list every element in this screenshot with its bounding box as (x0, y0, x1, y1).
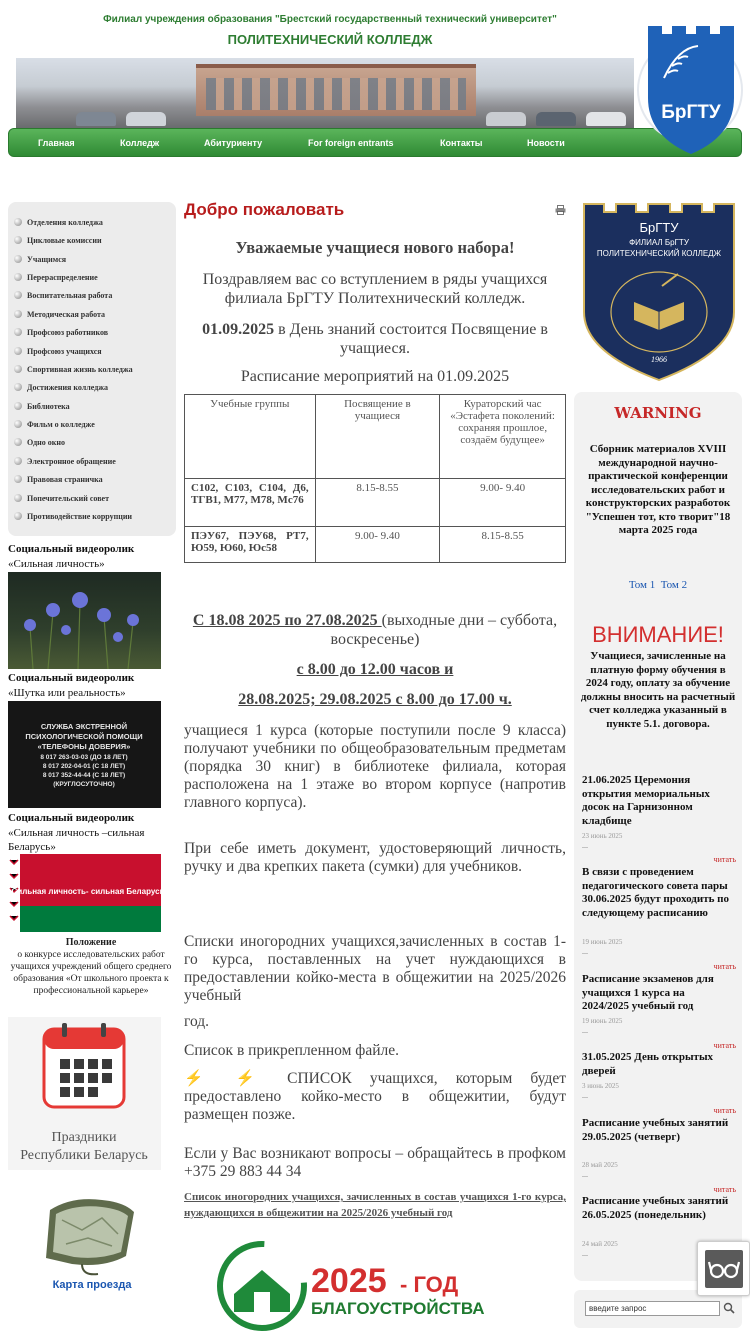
news-ellipsis: ... (582, 1091, 588, 1100)
video-title: Социальный видеоролик (8, 543, 135, 555)
svg-text:СЛУЖБА ЭКСТРЕННОЙ: СЛУЖБА ЭКСТРЕННОЙ (40, 722, 128, 731)
svg-text:ПОЛИТЕХНИЧЕСКИЙ КОЛЛЕДЖ: ПОЛИТЕХНИЧЕСКИЙ КОЛЛЕДЖ (596, 249, 722, 258)
volume-1-link[interactable]: Том 1 (628, 579, 656, 591)
sidebar-item-library[interactable]: Библиотека (14, 397, 70, 415)
bullet-icon (14, 402, 22, 410)
volume-2-link[interactable]: Том 2 (660, 579, 688, 591)
news-title[interactable]: Расписание экзаменов для учащихся 1 курса на 2024/2025 учебный год (582, 973, 714, 1012)
conference-collection: Сборник материалов XVIII международной научно-практической конференции исследовательских работ и конструкторских разработок "Успешен тот, кто творит"18 марта 2025 года (585, 443, 731, 536)
bullet-icon (14, 420, 22, 428)
svg-text:БЛАГОУСТРОЙСТВА: БЛАГОУСТРОЙСТВА (311, 1299, 485, 1318)
bullet-icon (14, 273, 22, 281)
news-read-more[interactable]: читать (713, 855, 736, 864)
sidebar-item-students[interactable]: Учащимся (14, 250, 66, 268)
news-date: 23 июнь 2025 (582, 832, 623, 840)
svg-text:БрГТУ: БрГТУ (639, 220, 679, 235)
news-date: 19 июнь 2025 (582, 938, 623, 946)
news-date: 3 июнь 2025 (582, 1082, 619, 1090)
schedule-title: Расписание мероприятий на 01.09.2025 (240, 368, 510, 385)
svg-text:ПСИХОЛОГИЧЕСКОЙ ПОМОЩИ: ПСИХОЛОГИЧЕСКОЙ ПОМОЩИ (25, 732, 143, 741)
questions-text: Если у Вас возникают вопросы – обращайтесь в профком +375 29 883 44 34 (184, 1145, 566, 1180)
news-title[interactable]: В связи с проведением педагогического совета пары 30.06.2025 будут проходить по следующему расписанию (582, 866, 730, 919)
attached-text: Список в прикрепленном файле. (184, 1042, 400, 1059)
news-read-more[interactable]: читать (713, 1106, 736, 1115)
bullet-icon (14, 255, 22, 263)
news-ellipsis: ... (582, 947, 588, 956)
svg-text:8 017 202-04-01 (С 18 ЛЕТ): 8 017 202-04-01 (С 18 ЛЕТ) (42, 763, 126, 770)
header-photo (16, 58, 634, 128)
table-cell: 8.15-8.55 (440, 527, 566, 563)
bullet-icon (14, 347, 22, 355)
map-icon[interactable] (42, 1190, 142, 1278)
collection-volumes (580, 579, 736, 591)
news-date: 19 июнь 2025 (582, 1017, 623, 1025)
congrats-text: Поздравляем вас со вступлением в ряды учащихся филиала БрГТУ Политехнический колледж. (202, 271, 548, 307)
issue-period: С 18.08 2025 по 27.08.2025 (выходные дни – суббота, воскресенье) (192, 612, 558, 648)
dorm-list-note: ⚡ ⚡ СПИСОК учащихся, которым будет предоставлено койко-место в общежитии, будут размещен позже. (184, 1070, 566, 1123)
issue-hours-1: с 8.00 до 12.00 часов и (296, 661, 454, 678)
bullet-icon (14, 438, 22, 446)
nav-applicants[interactable]: Абитуриенту (204, 138, 263, 148)
map-link[interactable]: Карта проезда (52, 1279, 132, 1291)
table-header: Посвящение в учащиеся (315, 395, 440, 479)
greeting: Уважаемые учащиеся нового набора! (235, 238, 515, 257)
sidebar-item-legal[interactable]: Правовая страничка (14, 470, 103, 488)
search-input[interactable] (585, 1301, 720, 1316)
video-title: Социальный видеоролик (8, 812, 135, 824)
table-header: Кураторский час «Эстафета поколений: сохраняя прошлое, создаём будущее» (440, 395, 566, 479)
svg-text:WARNING: WARNING (614, 404, 702, 422)
accessibility-button[interactable] (697, 1241, 750, 1296)
schedule-table (184, 394, 566, 563)
bullet-icon (14, 236, 22, 244)
bullet-icon (14, 291, 22, 299)
sidebar-item-achievements[interactable]: Достижения колледжа (14, 378, 108, 396)
news-title[interactable]: 31.05.2025 День открытых дверей (582, 1051, 714, 1077)
news-ellipsis: ... (582, 1170, 588, 1179)
table-cell: 9.00- 9.40 (440, 479, 566, 527)
brgtu-logo[interactable] (638, 18, 742, 158)
bullet-icon (14, 310, 22, 318)
bullet-icon (14, 494, 22, 502)
bullet-icon (14, 457, 22, 465)
svg-text:1966: 1966 (651, 355, 667, 364)
news-read-more[interactable]: читать (713, 1185, 736, 1194)
sidebar-item-departments[interactable]: Отделения колледжа (14, 213, 103, 231)
video-thumb-hotline[interactable] (8, 701, 161, 808)
sidebar-item-union-students[interactable]: Профсоюз учащихся (14, 342, 102, 360)
sidebar-item-methodical[interactable]: Методическая работа (14, 305, 105, 323)
sidebar-menu (8, 202, 176, 536)
bullet-icon (14, 512, 22, 520)
sidebar-item-sport[interactable]: Спортивная жизнь колледжа (14, 360, 133, 378)
improvement-year-banner (184, 1234, 566, 1334)
nav-college[interactable]: Колледж (120, 138, 160, 148)
dorm-text: Списки иногородних учащихся,зачисленных в состав 1-го курса, поставленных на учет нуждающихся в предоставлении койко-места в общежитии на 2025/2026 учебный (184, 933, 566, 1004)
sidebar-item-union-staff[interactable]: Профсоюз работников (14, 323, 108, 341)
college-name: ПОЛИТЕХНИЧЕСКИЙ КОЛЛЕДЖ (227, 32, 433, 47)
table-cell: 9.00- 9.40 (315, 527, 440, 563)
holidays-banner[interactable] (8, 1017, 161, 1170)
svg-text:Праздники: Праздники (51, 1130, 117, 1145)
textbooks-text: учащиеся 1 курса (которые поступили после 9 класса) получают учебники по общеобразовательным предметам (порядка 30 книг) в библиотеке филиала, которая расположена на 1 этаже во втором корпусе (напротив главного корпуса). (184, 722, 566, 811)
sidebar-item-commissions[interactable]: Цикловые комиссии (14, 231, 102, 249)
svg-text:Сильная личность- сильная Бела: Сильная личность- сильная Беларусь (11, 887, 165, 896)
video-subtitle: «Сильная личность –сильная Беларусь» (8, 827, 145, 853)
svg-text:БрГТУ: БрГТУ (661, 102, 721, 123)
svg-text:Республики Беларусь: Республики Беларусь (20, 1148, 148, 1163)
video-thumb-flowers[interactable] (8, 572, 161, 669)
search-icon[interactable] (723, 1302, 735, 1314)
dorm-year: год. (184, 1013, 210, 1030)
main-nav (8, 128, 742, 157)
nav-foreign[interactable]: For foreign entrants (308, 138, 394, 148)
bullet-icon (14, 218, 22, 226)
sidebar-item-anticorruption[interactable]: Противодействие коррупции (14, 507, 132, 525)
bullet-icon (14, 383, 22, 391)
video-title: Социальный видеоролик (8, 672, 135, 684)
svg-text:ФИЛИАЛ БрГТУ: ФИЛИАЛ БрГТУ (629, 238, 689, 247)
bullet-icon (14, 475, 22, 483)
sidebar-item-redistribution[interactable]: Перераспределение (14, 268, 98, 286)
regulation-title[interactable]: Положение (65, 937, 117, 948)
table-header: Учебные группы (185, 395, 316, 479)
svg-text:8 017 263-03-03 (ДО 18 ЛЕТ): 8 017 263-03-03 (ДО 18 ЛЕТ) (40, 754, 128, 761)
sidebar-item-education[interactable]: Воспитательная работа (14, 286, 112, 304)
university-name: Филиал учреждения образования "Брестский государственный технический университет" (103, 14, 557, 25)
table-header-row (185, 395, 566, 479)
news-ellipsis: ... (582, 1249, 588, 1258)
nav-news[interactable]: Новости (527, 138, 565, 148)
svg-text:«ТЕЛЕФОНЫ ДОВЕРИЯ»: «ТЕЛЕФОНЫ ДОВЕРИЯ» (37, 742, 131, 751)
bring-text: При себе иметь документ, удостоверяющий личность, ручку и два крепких пакета (сумки) для учебников. (184, 840, 566, 875)
nav-home[interactable]: Главная (38, 138, 75, 148)
attention-heading: ВНИМАНИЕ! (592, 622, 724, 647)
table-row (185, 479, 566, 527)
news-title[interactable]: 21.06.2025 Церемония открытия мемориальных досок на Гарнизонном кладбище (582, 774, 710, 827)
regulation-text[interactable]: о конкурсе исследовательских работ учащихся учреждений общего среднего образования «От школьного проекта к профессиональной карьере» (10, 950, 172, 996)
news-ellipsis: ... (582, 841, 588, 850)
video-thumb-belarus[interactable] (8, 854, 165, 932)
table-cell: ПЭУ67, ПЭУ68, РТ7, Ю59, Ю60, Юс58 (185, 527, 316, 563)
news-date: 24 май 2025 (582, 1240, 618, 1248)
svg-text:8 017 352-44-44 (С 18 ЛЕТ): 8 017 352-44-44 (С 18 ЛЕТ) (42, 772, 126, 779)
bullet-icon (14, 365, 22, 373)
bullet-icon (14, 328, 22, 336)
news-title[interactable]: Расписание учебных занятий 26.05.2025 (понедельник) (582, 1195, 729, 1221)
college-shield[interactable] (582, 202, 736, 382)
sidebar-item-film[interactable]: Фильм о колледже (14, 415, 95, 433)
news-read-more[interactable]: читать (713, 962, 736, 971)
nav-contacts[interactable]: Контакты (440, 138, 483, 148)
news-read-more[interactable]: читать (713, 1041, 736, 1050)
sidebar-item-e-appeal[interactable]: Электронное обращение (14, 452, 116, 470)
sidebar-item-one-window[interactable]: Одно окно (14, 433, 65, 451)
table-cell: С102, С103, С104, Д6, ТГВ1, М77, М78, Мс76 (185, 479, 316, 527)
news-date: 28 май 2025 (582, 1161, 618, 1169)
video-subtitle: «Шутка или реальность» (8, 687, 126, 699)
print-icon[interactable] (555, 205, 566, 215)
page-title: Добро пожаловать (184, 200, 345, 219)
sidebar-item-board[interactable]: Попечительский совет (14, 489, 109, 507)
table-row (185, 527, 566, 563)
svg-text:2025: 2025 (311, 1262, 387, 1300)
table-cell: 8.15-8.55 (315, 479, 440, 527)
news-title[interactable]: Расписание учебных занятий 29.05.2025 (четверг) (582, 1117, 729, 1143)
warning-banner (614, 404, 702, 422)
dorm-list-link[interactable]: Список иногородних учащихся, зачисленных в состав учащихся 1-го курса, нуждающихся в общежитии на 2025/2026 учебный год (184, 1191, 566, 1219)
svg-text:- ГОД: - ГОД (400, 1272, 459, 1297)
news-ellipsis: ... (582, 1026, 588, 1035)
issue-hours-2: 28.08.2025; 29.08.2025 с 8.00 до 17.00 ч. (238, 691, 512, 708)
glasses-icon (705, 1250, 743, 1288)
attention-text: Учащиеся, зачисленные на платную форму обучения в 2024 году, оплату за обучение должны вносить на расчетный счет колледжа указанный в пункте 5.1. договора. (580, 650, 736, 730)
day-of-knowledge: 01.09.2025 в День знаний состоится Посвящение в учащиеся. (202, 321, 548, 357)
video-subtitle: «Сильная личность» (8, 558, 105, 570)
svg-text:(КРУГЛОСУТОЧНО): (КРУГЛОСУТОЧНО) (53, 781, 115, 788)
